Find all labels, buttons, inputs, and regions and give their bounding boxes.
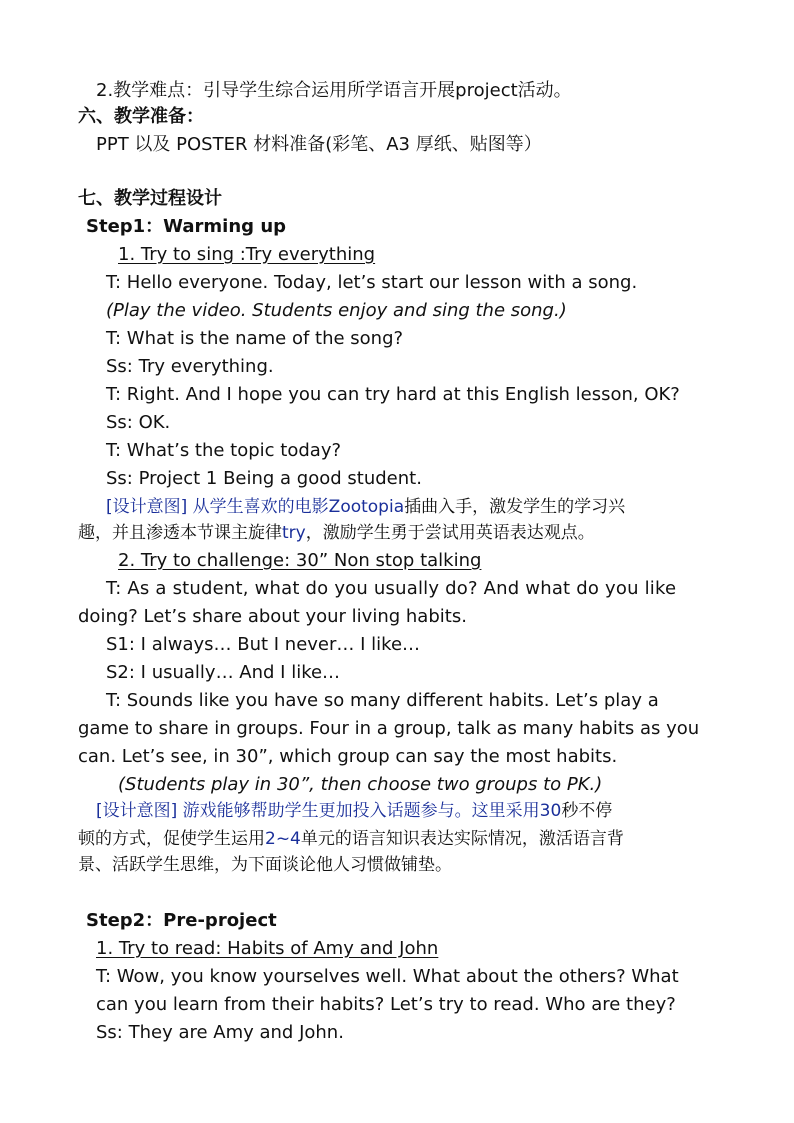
- design-intent-text: 趣，并且渗透本节课主旋律: [78, 523, 282, 543]
- design-intent-note: [78, 520, 595, 546]
- design-intent-text: 插曲入手，激发学生的学习兴: [404, 497, 626, 517]
- design-intent-note: [96, 798, 612, 824]
- dialogue-line: can you learn from their habits? Let’s try to read. Who are they?: [96, 994, 676, 1015]
- dialogue-line: S2: I usually… And I like…: [106, 662, 341, 683]
- design-intent-text: 顿的方式，促使学生运用: [78, 829, 265, 849]
- activity-try-to-sing: 1. Try to sing :Try everything: [118, 244, 376, 265]
- dialogue-line: T: Right. And I hope you can try hard at this English lesson, OK?: [106, 384, 680, 405]
- dialogue-line: Ss: Try everything.: [106, 356, 274, 377]
- design-intent-label: [设计意图] 游戏能够帮助学生更加投入话题参与。这里采用: [96, 801, 540, 821]
- section-heading-preparation: 六、教学准备：: [78, 106, 204, 127]
- activity-try-to-challenge: 2. Try to challenge: 30” Non stop talking: [118, 550, 482, 571]
- stage-direction: (Students play in 30”, then choose two groups to PK.): [118, 774, 603, 795]
- dialogue-line: can. Let’s see, in 30”, which group can say the most habits.: [78, 746, 618, 767]
- dialogue-line: T: Wow, you know yourselves well. What about the others? What: [96, 966, 679, 987]
- activity-try-to-read: 1. Try to read: Habits of Amy and John: [96, 938, 439, 959]
- teaching-difficulty-line: 2.教学难点：引导学生综合运用所学语言开展project活动。: [96, 80, 572, 101]
- step1-heading: Step1：Warming up: [86, 216, 287, 237]
- section-heading-process: 七、教学过程设计: [78, 188, 222, 209]
- design-intent-note: [78, 826, 624, 852]
- seconds-count: 30: [539, 801, 562, 821]
- dialogue-line: doing? Let’s share about your living habits.: [78, 606, 467, 627]
- keyword-try: try: [282, 523, 306, 543]
- design-intent-text: 秒不停: [561, 801, 613, 821]
- step2-heading: Step2：Pre-project: [86, 910, 277, 931]
- design-intent-label: [设计意图] 从学生喜欢的电影: [106, 497, 329, 517]
- dialogue-line: T: As a student, what do you usually do? And what do you like: [106, 578, 677, 599]
- design-intent-note: [106, 494, 625, 520]
- preparation-materials-line: PPT 以及 POSTER 材料准备(彩笔、A3 厚纸、贴图等）: [96, 134, 542, 155]
- stage-direction: (Play the video. Students enjoy and sing the song.): [106, 300, 567, 321]
- dialogue-line: T: Sounds like you have so many different habits. Let’s play a: [106, 690, 659, 711]
- dialogue-line: Ss: OK.: [106, 412, 171, 433]
- dialogue-line: S1: I always… But I never… I like…: [106, 634, 421, 655]
- dialogue-line: T: What’s the topic today?: [106, 440, 342, 461]
- dialogue-line: Ss: They are Amy and John.: [96, 1022, 344, 1043]
- dialogue-line: T: What is the name of the song?: [106, 328, 404, 349]
- movie-title: Zootopia: [328, 497, 405, 517]
- dialogue-line: T: Hello everyone. Today, let’s start our lesson with a song.: [106, 272, 638, 293]
- dialogue-line: game to share in groups. Four in a group, talk as many habits as you: [78, 718, 700, 739]
- dialogue-line: Ss: Project 1 Being a good student.: [106, 468, 422, 489]
- design-intent-text: ，激励学生勇于尝试用英语表达观点。: [305, 523, 595, 543]
- design-intent-text: 单元的语言知识表达实际情况，激活语言背: [300, 829, 624, 849]
- design-intent-note: 景、活跃学生思维，为下面谈论他人习惯做铺垫。: [78, 855, 452, 875]
- unit-range: 2~4: [265, 829, 301, 849]
